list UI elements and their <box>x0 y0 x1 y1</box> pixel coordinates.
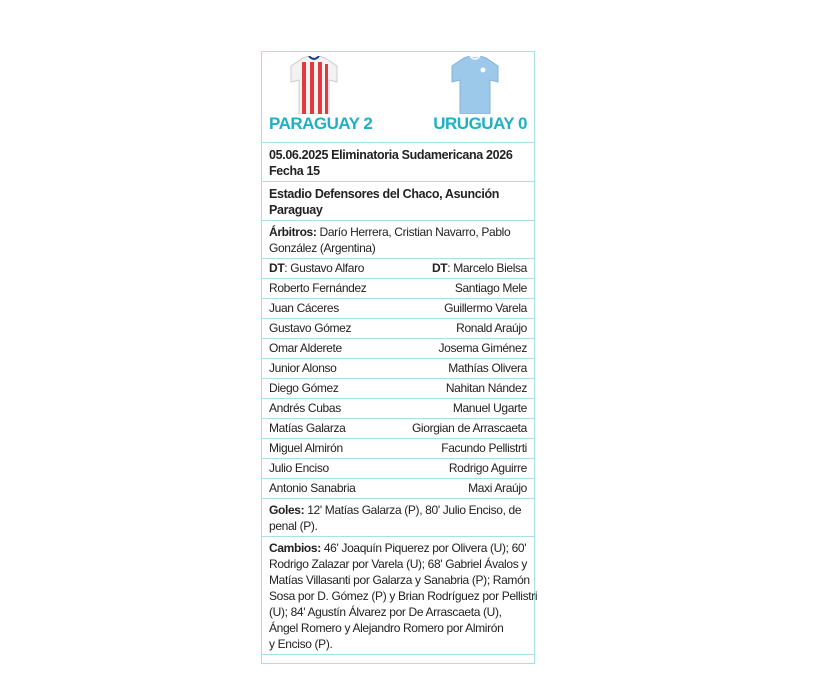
away-player: Giorgian de Arrascaeta <box>411 421 527 435</box>
away-player: Nahitan Nández <box>445 381 527 395</box>
match-header <box>262 52 534 143</box>
away-coach <box>432 259 527 278</box>
subs-text: Ángel Romero y Alejandro Romero por Almirón <box>269 621 504 635</box>
uruguay-jersey-icon <box>450 56 500 114</box>
home-coach-name: : Gustavo Alfaro <box>284 261 365 275</box>
subs-text: Sosa por D. Gómez (P) y Brian Rodríguez por Pellistri <box>269 589 538 603</box>
away-player: Manuel Ugarte <box>452 401 527 415</box>
stadium-info <box>262 182 534 221</box>
player-row <box>262 299 534 319</box>
home-player: Gustavo Gómez <box>269 321 352 335</box>
goals-text: penal (P). <box>269 519 318 533</box>
stadium-country: Paraguay <box>269 203 323 217</box>
goals-label: Goles: <box>269 503 305 517</box>
match-info <box>262 143 534 182</box>
player-row <box>262 279 534 299</box>
referees-text: Darío Herrera, Cristian Navarro, Pablo <box>316 225 511 239</box>
player-row <box>262 359 534 379</box>
away-player: Josema Giménez <box>438 341 527 355</box>
goals-text: 12' Matías Galarza (P), 80' Julio Enciso, de <box>304 503 522 517</box>
home-player: Roberto Fernández <box>269 281 367 295</box>
home-player: Matías Galarza <box>269 421 346 435</box>
match-round: Fecha 15 <box>269 164 320 178</box>
coaches-row <box>262 259 534 279</box>
home-player: Juan Cáceres <box>269 301 339 315</box>
footer-row <box>262 655 534 664</box>
match-date-competition: 05.06.2025 Eliminatoria Sudamericana 2026 <box>269 148 513 162</box>
home-player: Julio Enciso <box>269 461 329 475</box>
away-coach-name: : Marcelo Bielsa <box>447 261 527 275</box>
subs-text: y Enciso (P). <box>269 637 333 651</box>
home-player: Miguel Almirón <box>269 441 343 455</box>
home-coach <box>269 259 364 278</box>
player-row <box>262 319 534 339</box>
home-player: Andrés Cubas <box>269 401 341 415</box>
home-player: Omar Alderete <box>269 341 342 355</box>
coach-label: DT <box>431 261 448 275</box>
subs-text: Rodrigo Zalazar por Varela (U); 68' Gabriel Ávalos y <box>269 557 527 571</box>
player-row <box>262 459 534 479</box>
player-row <box>262 339 534 359</box>
player-row <box>262 419 534 439</box>
player-row <box>262 399 534 419</box>
paraguay-jersey-icon <box>289 56 339 114</box>
subs-text: (U); 84' Agustín Álvarez por De Arrascaeta (U), <box>269 605 502 619</box>
away-player: Ronald Araújo <box>456 321 527 335</box>
goals-info <box>262 499 534 537</box>
player-row <box>262 439 534 459</box>
home-player: Diego Gómez <box>269 381 339 395</box>
player-row <box>262 379 534 399</box>
away-player: Santiago Mele <box>454 281 527 295</box>
home-player: Antonio Sanabria <box>269 481 356 495</box>
away-team-score: URUGUAY 0 <box>433 114 527 133</box>
subs-text: 46' Joaquín Piquerez por Olivera (U); 60' <box>320 541 527 555</box>
home-player: Junior Alonso <box>269 361 337 375</box>
away-player: Maxi Araújo <box>468 481 527 495</box>
home-team-score: PARAGUAY 2 <box>269 114 373 133</box>
coach-label: DT <box>269 261 285 275</box>
subs-label: Cambios: <box>269 541 321 555</box>
substitutions-info <box>262 537 538 655</box>
referees-info <box>262 221 534 259</box>
away-player: Guillermo Varela <box>444 301 527 315</box>
match-card <box>261 51 538 664</box>
stadium-name: Estadio Defensores del Chaco, Asunción <box>269 187 500 201</box>
away-player: Rodrigo Aguirre <box>448 461 527 475</box>
away-player: Mathías Olivera <box>448 361 527 375</box>
player-row <box>262 479 534 499</box>
lineups <box>262 279 534 499</box>
referees-text: González (Argentina) <box>269 241 376 255</box>
subs-text: Matías Villasanti por Galarza y Sanabria (P); Ramón <box>269 573 530 587</box>
away-player: Facundo Pellistrti <box>441 441 527 455</box>
referees-label: Árbitros: <box>269 225 317 239</box>
